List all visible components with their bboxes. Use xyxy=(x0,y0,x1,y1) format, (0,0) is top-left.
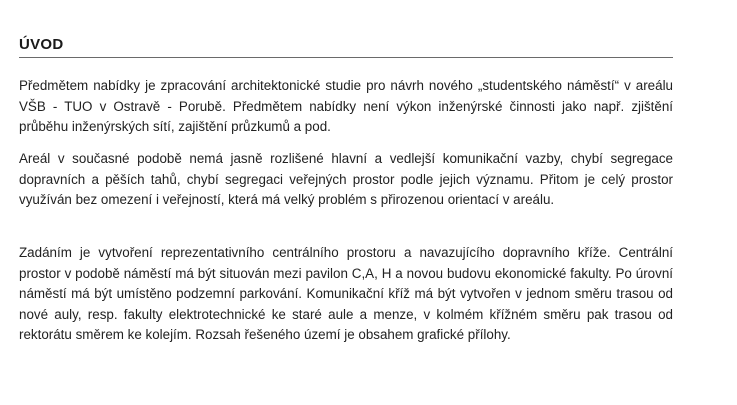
paragraph-intro: Předmětem nabídky je zpracování architektonické studie pro návrh nového „studentského náměstí“ v areálu VŠB - TUO v Ostravě - Porubě. Předmětem nabídky není výkon inženýrské činnosti jako např. zjištění průběhu inženýrských sítí, zajištění průzkumů a pod. xyxy=(19,78,673,135)
section-heading: ÚVOD xyxy=(19,36,64,53)
heading-underline xyxy=(19,57,673,58)
paragraph-current-state: Areál v současné podobě nemá jasně rozlišené hlavní a vedlejší komunikační vazby, chybí segregace dopravních a pěších tahů, chybí segregaci veřejných prostor podle jejich významu. Přitom je celý prostor využíván bez omezení i veřejností, která má velký problém s přirozenou orientací v areálu. xyxy=(19,151,673,208)
paragraph-assignment: Zadáním je vytvoření reprezentativního centrálního prostoru a navazujícího dopravního kříže. Centrální prostor v podobě náměstí má být situován mezi pavilon C,A, H a novou budovu ekonomické fakulty. Po úrovní náměstí má být umístěno podzemní parkování. Komunikační kříž má být vytvořen v jednom směru trasou od nové auly, resp. fakulty elektrotechnické ke staré aule a menze, v kolmém křížném směru pak trasou od rektorátu směrem ke kolejím. Rozsah řešeného území je obsahem grafické přílohy. xyxy=(19,245,673,343)
